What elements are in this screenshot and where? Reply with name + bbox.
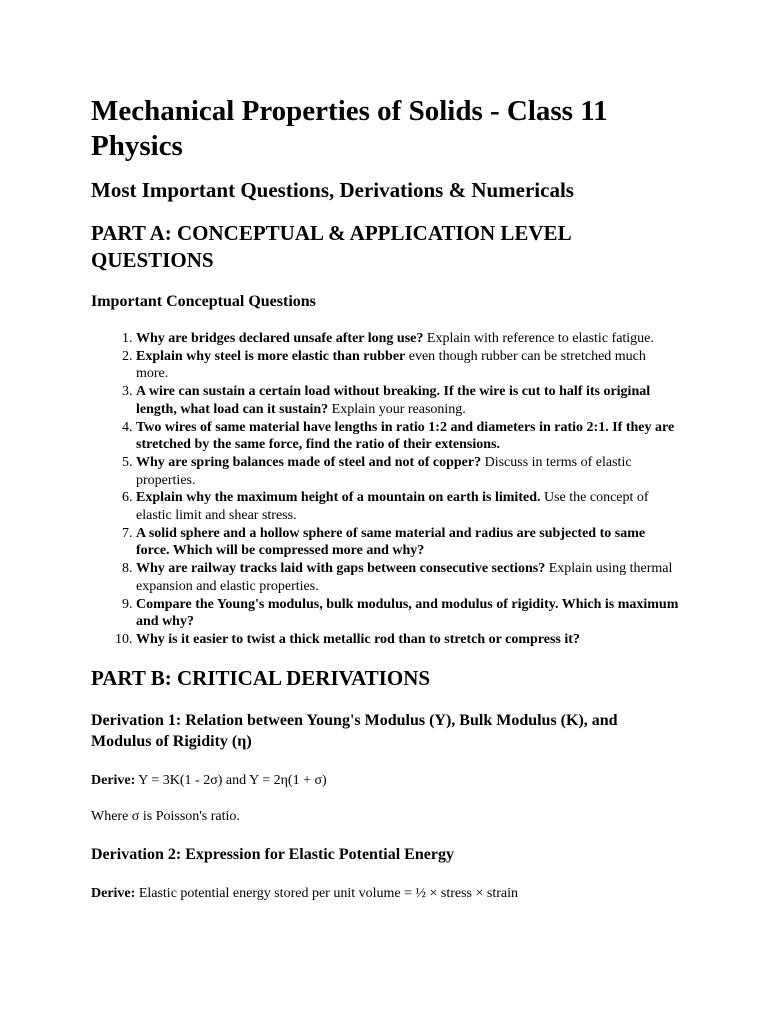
- question-bold-text: Two wires of same material have lengths in ratio 1:2 and diameters in ratio 2:1. If they are stretched by the same force, find the ratio of their extensions.: [136, 419, 675, 453]
- page-title: Mechanical Properties of Solids - Class 11 Physics: [91, 95, 608, 162]
- question-rest-text: Use the concept of elastic limit and shear stress.: [136, 490, 649, 524]
- part-a-subheading: Important Conceptual Questions: [91, 293, 316, 310]
- question-bold-text: A wire can sustain a certain load without breaking. If the wire is cut to half its original length, what load can it sustain?: [136, 384, 651, 417]
- derive-label: Derive:: [91, 772, 136, 788]
- question-bold-text: Compare the Young's modulus, bulk modulus, and modulus of rigidity. Which is maximum and why?: [136, 596, 679, 630]
- question-bold-text: Why are railway tracks laid with gaps between consecutive sections?: [136, 561, 546, 577]
- part-a-heading: PART A: CONCEPTUAL & APPLICATION LEVEL QUESTIONS: [91, 221, 571, 272]
- list-item: [136, 525, 681, 560]
- question-bold-text: Why are bridges declared unsafe after long use?: [136, 331, 424, 346]
- question-list: [91, 330, 681, 649]
- derivation-1-note: Where σ is Poisson's ratio.: [91, 808, 240, 824]
- derivation-1-heading: Derivation 1: Relation between Young's Modulus (Y), Bulk Modulus (K), and Modulus of Rigidity (η): [91, 711, 618, 750]
- list-item: [136, 348, 681, 383]
- question-rest-text: even though rubber can be stretched much more.: [136, 348, 646, 382]
- list-item: [136, 631, 681, 649]
- list-item: [136, 560, 681, 595]
- question-rest-text: Discuss in terms of elastic properties.: [136, 454, 632, 488]
- list-item: [136, 454, 681, 489]
- derivation-2-heading: Derivation 2: Expression for Elastic Potential Energy: [91, 845, 454, 863]
- derivation-1-derive: [91, 772, 681, 790]
- list-item: [136, 596, 681, 631]
- question-bold-text: Explain why the maximum height of a mountain on earth is limited.: [136, 490, 541, 506]
- derive-text: Elastic potential energy stored per unit volume = ½ × stress × strain: [135, 885, 518, 901]
- part-b-heading: PART B: CRITICAL DERIVATIONS: [91, 665, 431, 690]
- page-subtitle: Most Important Questions, Derivations & Numericals: [91, 178, 574, 202]
- derive-text: Y = 3K(1 - 2σ) and Y = 2η(1 + σ): [135, 772, 327, 788]
- question-bold-text: Why are spring balances made of steel and not of copper?: [136, 454, 482, 470]
- list-item: [136, 330, 681, 348]
- list-item: [136, 489, 681, 524]
- document-content: [91, 94, 681, 921]
- question-bold-text: Why is it easier to twist a thick metallic rod than to stretch or compress it?: [136, 631, 580, 647]
- list-item: [136, 383, 681, 418]
- derivation-2-derive: [91, 885, 681, 903]
- question-rest-text: Explain your reasoning.: [328, 401, 466, 417]
- question-bold-text: A solid sphere and a hollow sphere of same material and radius are subjected to same force. Which will be compressed more and why?: [136, 525, 646, 559]
- question-bold-text: Explain why steel is more elastic than rubber: [136, 348, 406, 364]
- list-item: [136, 419, 681, 454]
- derive-label: Derive:: [91, 885, 136, 901]
- question-rest-text: Explain with reference to elastic fatigue.: [423, 331, 654, 346]
- question-rest-text: Explain using thermal expansion and elastic properties.: [136, 561, 673, 594]
